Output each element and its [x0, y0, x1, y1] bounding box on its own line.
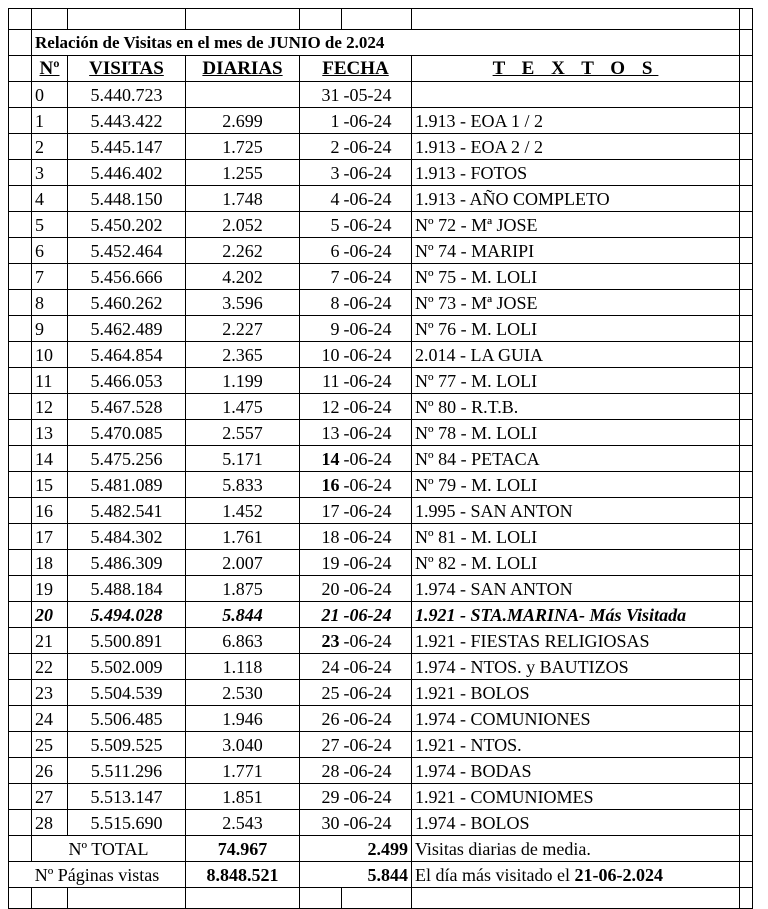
- diarias-value: [186, 82, 300, 108]
- margin-cell: [9, 706, 32, 732]
- empty-cell: [9, 888, 32, 909]
- texto-value: 1.921 - FIESTAS RELIGIOSAS: [412, 628, 740, 654]
- row-number: 6: [32, 238, 68, 264]
- margin-cell: [9, 446, 32, 472]
- texto-value: Nº 76 - M. LOLI: [412, 316, 740, 342]
- texto-value: 1.974 - SAN ANTON: [412, 576, 740, 602]
- margin-cell: [740, 264, 753, 290]
- empty-cell: [68, 888, 186, 909]
- row-number: 11: [32, 368, 68, 394]
- fecha-day: 20: [300, 576, 342, 602]
- table-row: [9, 212, 753, 238]
- visitas-value: 5.513.147: [68, 784, 186, 810]
- texto-value: Nº 73 - Mª JOSE: [412, 290, 740, 316]
- header-fecha: FECHA: [300, 56, 412, 82]
- visitas-value: 5.502.009: [68, 654, 186, 680]
- visitas-value: 5.506.485: [68, 706, 186, 732]
- texto-value: 1.921 - BOLOS: [412, 680, 740, 706]
- table-row: [9, 368, 753, 394]
- diarias-value: 2.530: [186, 680, 300, 706]
- margin-cell: [9, 576, 32, 602]
- margin-cell: [9, 602, 32, 628]
- average-value: 2.499: [300, 836, 412, 862]
- row-number: 5: [32, 212, 68, 238]
- header-row: [9, 56, 753, 82]
- texto-value: 1.921 - COMUNIOMES: [412, 784, 740, 810]
- margin-cell: [740, 498, 753, 524]
- margin-cell: [9, 134, 32, 160]
- table-row: [9, 576, 753, 602]
- empty-cell: [186, 888, 300, 909]
- diarias-value: 2.365: [186, 342, 300, 368]
- diarias-value: 5.833: [186, 472, 300, 498]
- fecha-month: -06-24: [342, 654, 412, 680]
- fecha-day: 28: [300, 758, 342, 784]
- diarias-value: 1.946: [186, 706, 300, 732]
- diarias-value: 1.199: [186, 368, 300, 394]
- visitas-value: 5.484.302: [68, 524, 186, 550]
- bottom-empty-row: [9, 888, 753, 909]
- visitas-value: 5.504.539: [68, 680, 186, 706]
- fecha-month: -06-24: [342, 290, 412, 316]
- diarias-value: 1.725: [186, 134, 300, 160]
- row-number: 17: [32, 524, 68, 550]
- margin-cell: [740, 862, 753, 888]
- row-number: 4: [32, 186, 68, 212]
- table-row: [9, 186, 753, 212]
- visitas-value: 5.456.666: [68, 264, 186, 290]
- row-number: 12: [32, 394, 68, 420]
- pages-row: [9, 862, 753, 888]
- fecha-month: -06-24: [342, 472, 412, 498]
- texto-value: 1.913 - EOA 2 / 2: [412, 134, 740, 160]
- diarias-value: 2.052: [186, 212, 300, 238]
- header-num: Nº: [32, 56, 68, 82]
- row-number: 2: [32, 134, 68, 160]
- margin-cell: [740, 238, 753, 264]
- empty-cell: [740, 888, 753, 909]
- diarias-value: 1.771: [186, 758, 300, 784]
- margin-cell: [740, 420, 753, 446]
- texto-value: [412, 82, 740, 108]
- max-value: 5.844: [300, 862, 412, 888]
- visitas-value: 5.488.184: [68, 576, 186, 602]
- fecha-month: -06-24: [342, 758, 412, 784]
- fecha-day: 9: [300, 316, 342, 342]
- fecha-day: 3: [300, 160, 342, 186]
- margin-cell: [9, 108, 32, 134]
- visitas-value: 5.475.256: [68, 446, 186, 472]
- fecha-day: 27: [300, 732, 342, 758]
- visitas-value: 5.494.028: [68, 602, 186, 628]
- margin-cell: [740, 368, 753, 394]
- fecha-day: 25: [300, 680, 342, 706]
- row-number: 26: [32, 758, 68, 784]
- fecha-day: 29: [300, 784, 342, 810]
- texto-value: 1.995 - SAN ANTON: [412, 498, 740, 524]
- margin-cell: [9, 212, 32, 238]
- margin-cell: [740, 472, 753, 498]
- texto-value: 1.913 - EOA 1 / 2: [412, 108, 740, 134]
- visitas-value: 5.452.464: [68, 238, 186, 264]
- fecha-day: 6: [300, 238, 342, 264]
- pages-value: 8.848.521: [186, 862, 300, 888]
- visitas-value: 5.500.891: [68, 628, 186, 654]
- diarias-value: 6.863: [186, 628, 300, 654]
- margin-cell: [740, 680, 753, 706]
- texto-value: 1.974 - NTOS. y BAUTIZOS: [412, 654, 740, 680]
- table-row: [9, 498, 753, 524]
- table-row: [9, 472, 753, 498]
- visitas-value: 5.515.690: [68, 810, 186, 836]
- margin-cell: [740, 342, 753, 368]
- diarias-value: 2.699: [186, 108, 300, 134]
- fecha-month: -06-24: [342, 784, 412, 810]
- diarias-value: 1.761: [186, 524, 300, 550]
- texto-value: 1.913 - FOTOS: [412, 160, 740, 186]
- table-row: [9, 550, 753, 576]
- visitas-value: 5.440.723: [68, 82, 186, 108]
- sheet-title: Relación de Visitas en el mes de JUNIO de 2.024: [32, 30, 740, 56]
- total-label: Nº TOTAL: [32, 836, 186, 862]
- margin-cell: [9, 368, 32, 394]
- max-day-date: 21-06-2.024: [574, 864, 663, 885]
- fecha-day: 26: [300, 706, 342, 732]
- margin-cell: [9, 550, 32, 576]
- table-row: [9, 238, 753, 264]
- visitas-value: 5.482.541: [68, 498, 186, 524]
- fecha-month: -06-24: [342, 706, 412, 732]
- row-number: 15: [32, 472, 68, 498]
- empty-cell: [342, 888, 412, 909]
- margin-cell: [740, 602, 753, 628]
- max-day-text: [412, 862, 740, 888]
- fecha-month: -06-24: [342, 368, 412, 394]
- texto-value: 1.913 - AÑO COMPLETO: [412, 186, 740, 212]
- fecha-month: -06-24: [342, 576, 412, 602]
- table-row: [9, 602, 753, 628]
- fecha-day: 7: [300, 264, 342, 290]
- texto-value: Nº 74 - MARIPI: [412, 238, 740, 264]
- fecha-month: -06-24: [342, 134, 412, 160]
- margin-cell: [9, 498, 32, 524]
- table-row: [9, 810, 753, 836]
- margin-cell: [9, 472, 32, 498]
- visitas-value: 5.448.150: [68, 186, 186, 212]
- fecha-month: -06-24: [342, 108, 412, 134]
- margin-cell: [740, 706, 753, 732]
- row-number: 27: [32, 784, 68, 810]
- margin-cell: [9, 628, 32, 654]
- fecha-day: 30: [300, 810, 342, 836]
- table-row: [9, 680, 753, 706]
- empty-cell: [300, 888, 342, 909]
- fecha-month: -06-24: [342, 732, 412, 758]
- fecha-day: 5: [300, 212, 342, 238]
- pages-label: Nº Páginas vistas: [9, 862, 186, 888]
- table-row: [9, 108, 753, 134]
- visitas-value: 5.481.089: [68, 472, 186, 498]
- margin-cell: [9, 524, 32, 550]
- fecha-month: -06-24: [342, 238, 412, 264]
- table-row: [9, 732, 753, 758]
- fecha-day: 21: [300, 602, 342, 628]
- margin-cell: [740, 394, 753, 420]
- visitas-value: 5.470.085: [68, 420, 186, 446]
- visitas-value: 5.464.854: [68, 342, 186, 368]
- table-row: [9, 654, 753, 680]
- visitas-value: 5.462.489: [68, 316, 186, 342]
- visitas-value: 5.443.422: [68, 108, 186, 134]
- row-number: 14: [32, 446, 68, 472]
- margin-cell: [9, 238, 32, 264]
- row-number: 10: [32, 342, 68, 368]
- texto-value: 1.921 - STA.MARINA- Más Visitada: [412, 602, 740, 628]
- max-day-label: El día más visitado el: [415, 864, 575, 885]
- diarias-value: 1.475: [186, 394, 300, 420]
- fecha-month: -06-24: [342, 628, 412, 654]
- fecha-month: -06-24: [342, 498, 412, 524]
- table-row: [9, 628, 753, 654]
- margin-cell: [740, 654, 753, 680]
- fecha-month: -06-24: [342, 810, 412, 836]
- table-row: [9, 264, 753, 290]
- table-row: [9, 160, 753, 186]
- row-number: 8: [32, 290, 68, 316]
- margin-cell: [740, 160, 753, 186]
- visitas-value: 5.467.528: [68, 394, 186, 420]
- texto-value: Nº 78 - M. LOLI: [412, 420, 740, 446]
- margin-cell: [740, 82, 753, 108]
- fecha-day: 4: [300, 186, 342, 212]
- diarias-value: 3.040: [186, 732, 300, 758]
- margin-cell: [9, 264, 32, 290]
- row-number: 1: [32, 108, 68, 134]
- diarias-value: 1.875: [186, 576, 300, 602]
- fecha-month: -06-24: [342, 160, 412, 186]
- visitas-value: 5.486.309: [68, 550, 186, 576]
- table-row: [9, 394, 753, 420]
- table-row: [9, 316, 753, 342]
- table-row: [9, 342, 753, 368]
- total-value: 74.967: [186, 836, 300, 862]
- margin-cell: [740, 576, 753, 602]
- diarias-value: 1.118: [186, 654, 300, 680]
- fecha-day: 19: [300, 550, 342, 576]
- margin-cell: [740, 732, 753, 758]
- row-number: 22: [32, 654, 68, 680]
- visitas-value: 5.445.147: [68, 134, 186, 160]
- table-row: [9, 134, 753, 160]
- fecha-month: -06-24: [342, 680, 412, 706]
- fecha-day: 18: [300, 524, 342, 550]
- margin-cell: [9, 316, 32, 342]
- margin-cell: [9, 342, 32, 368]
- row-number: 7: [32, 264, 68, 290]
- totals-row: [9, 836, 753, 862]
- row-number: 16: [32, 498, 68, 524]
- fecha-day: 12: [300, 394, 342, 420]
- diarias-value: 1.851: [186, 784, 300, 810]
- diarias-value: 2.007: [186, 550, 300, 576]
- fecha-day: 11: [300, 368, 342, 394]
- row-number: 20: [32, 602, 68, 628]
- margin-cell: [9, 186, 32, 212]
- empty-cell: [32, 888, 68, 909]
- top-empty-row: [9, 9, 753, 30]
- fecha-day: 16: [300, 472, 342, 498]
- fecha-day: 2: [300, 134, 342, 160]
- row-number: 9: [32, 316, 68, 342]
- fecha-month: -06-24: [342, 524, 412, 550]
- texto-value: Nº 77 - M. LOLI: [412, 368, 740, 394]
- row-number: 0: [32, 82, 68, 108]
- margin-cell: [740, 758, 753, 784]
- fecha-month: -06-24: [342, 264, 412, 290]
- margin-cell: [9, 420, 32, 446]
- table-row: [9, 420, 753, 446]
- fecha-day: 24: [300, 654, 342, 680]
- margin-cell: [740, 784, 753, 810]
- texto-value: Nº 72 - Mª JOSE: [412, 212, 740, 238]
- texto-value: Nº 80 - R.T.B.: [412, 394, 740, 420]
- fecha-day: 13: [300, 420, 342, 446]
- row-number: 13: [32, 420, 68, 446]
- table-row: [9, 82, 753, 108]
- visits-sheet: [8, 8, 753, 909]
- visitas-value: 5.509.525: [68, 732, 186, 758]
- margin-cell: [9, 732, 32, 758]
- margin-cell: [9, 680, 32, 706]
- average-text: Visitas diarias de media.: [412, 836, 740, 862]
- header-textos: T E X T O S: [412, 56, 740, 82]
- row-number: 23: [32, 680, 68, 706]
- fecha-month: -05-24: [342, 82, 412, 108]
- visitas-value: 5.450.202: [68, 212, 186, 238]
- table-row: [9, 758, 753, 784]
- margin-cell: [740, 290, 753, 316]
- margin-cell: [9, 654, 32, 680]
- visitas-value: 5.511.296: [68, 758, 186, 784]
- texto-value: 1.974 - COMUNIONES: [412, 706, 740, 732]
- fecha-month: -06-24: [342, 394, 412, 420]
- fecha-day: 1: [300, 108, 342, 134]
- diarias-value: 1.452: [186, 498, 300, 524]
- diarias-value: 5.844: [186, 602, 300, 628]
- fecha-month: -06-24: [342, 186, 412, 212]
- texto-value: 2.014 - LA GUIA: [412, 342, 740, 368]
- diarias-value: 1.255: [186, 160, 300, 186]
- title-row: [9, 30, 753, 56]
- texto-value: Nº 82 - M. LOLI: [412, 550, 740, 576]
- margin-cell: [9, 290, 32, 316]
- diarias-value: 2.557: [186, 420, 300, 446]
- margin-cell: [740, 446, 753, 472]
- fecha-day: 14: [300, 446, 342, 472]
- texto-value: Nº 81 - M. LOLI: [412, 524, 740, 550]
- margin-cell: [740, 550, 753, 576]
- fecha-month: -06-24: [342, 420, 412, 446]
- fecha-month: -06-24: [342, 316, 412, 342]
- margin-cell: [9, 160, 32, 186]
- diarias-value: 2.262: [186, 238, 300, 264]
- row-number: 18: [32, 550, 68, 576]
- fecha-day: 23: [300, 628, 342, 654]
- margin-cell: [9, 82, 32, 108]
- visitas-value: 5.466.053: [68, 368, 186, 394]
- row-number: 25: [32, 732, 68, 758]
- margin-cell: [740, 186, 753, 212]
- margin-cell: [740, 108, 753, 134]
- texto-value: Nº 84 - PETACA: [412, 446, 740, 472]
- diarias-value: 5.171: [186, 446, 300, 472]
- fecha-month: -06-24: [342, 342, 412, 368]
- fecha-day: 8: [300, 290, 342, 316]
- table-row: [9, 446, 753, 472]
- margin-cell: [740, 524, 753, 550]
- header-visitas: VISITAS: [68, 56, 186, 82]
- diarias-value: 2.543: [186, 810, 300, 836]
- row-number: 28: [32, 810, 68, 836]
- texto-value: Nº 79 - M. LOLI: [412, 472, 740, 498]
- margin-cell: [9, 784, 32, 810]
- margin-cell: [740, 316, 753, 342]
- margin-cell: [9, 394, 32, 420]
- visitas-value: 5.446.402: [68, 160, 186, 186]
- fecha-day: 10: [300, 342, 342, 368]
- texto-value: 1.921 - NTOS.: [412, 732, 740, 758]
- table-row: [9, 290, 753, 316]
- diarias-value: 1.748: [186, 186, 300, 212]
- texto-value: Nº 75 - M. LOLI: [412, 264, 740, 290]
- margin-cell: [9, 836, 32, 862]
- row-number: 19: [32, 576, 68, 602]
- empty-cell: [412, 888, 740, 909]
- table-row: [9, 784, 753, 810]
- texto-value: 1.974 - BODAS: [412, 758, 740, 784]
- margin-cell: [740, 836, 753, 862]
- fecha-month: -06-24: [342, 212, 412, 238]
- diarias-value: 4.202: [186, 264, 300, 290]
- fecha-month: -06-24: [342, 550, 412, 576]
- texto-value: 1.974 - BOLOS: [412, 810, 740, 836]
- fecha-day: 31: [300, 82, 342, 108]
- fecha-day: 17: [300, 498, 342, 524]
- row-number: 3: [32, 160, 68, 186]
- row-number: 24: [32, 706, 68, 732]
- margin-cell: [740, 628, 753, 654]
- margin-cell: [740, 212, 753, 238]
- header-diarias: DIARIAS: [186, 56, 300, 82]
- table-row: [9, 706, 753, 732]
- diarias-value: 3.596: [186, 290, 300, 316]
- visitas-value: 5.460.262: [68, 290, 186, 316]
- table-row: [9, 524, 753, 550]
- margin-cell: [740, 810, 753, 836]
- margin-cell: [740, 134, 753, 160]
- row-number: 21: [32, 628, 68, 654]
- fecha-month: -06-24: [342, 602, 412, 628]
- diarias-value: 2.227: [186, 316, 300, 342]
- fecha-month: -06-24: [342, 446, 412, 472]
- margin-cell: [9, 810, 32, 836]
- margin-cell: [9, 758, 32, 784]
